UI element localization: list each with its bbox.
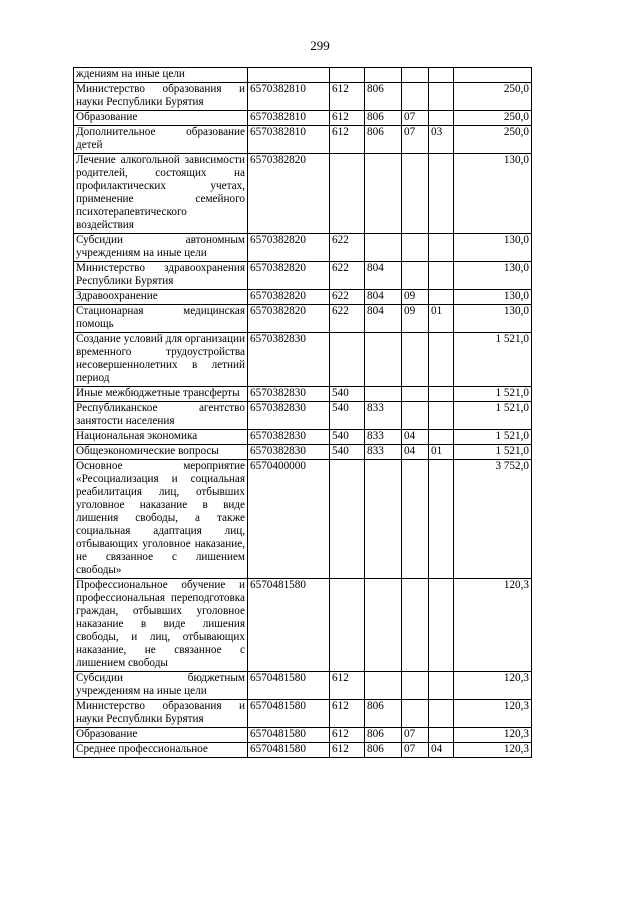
row-sum-cell: 120,3 xyxy=(454,700,532,728)
row-name-cell: Субсидии автономным учреждениям на иные цели xyxy=(74,234,248,262)
row-name-cell: ждениям на иные цели xyxy=(74,68,248,83)
row-code-cell: 6570382820 xyxy=(248,290,330,305)
budget-table-body xyxy=(74,68,532,758)
row-rz-cell xyxy=(402,579,429,672)
row-vr-cell: 612 xyxy=(330,672,365,700)
row-name-cell: Общеэкономические вопросы xyxy=(74,445,248,460)
row-code-cell xyxy=(248,68,330,83)
row-pr-cell xyxy=(429,111,454,126)
row-sum-cell: 1 521,0 xyxy=(454,387,532,402)
budget-table xyxy=(73,67,532,758)
row-pr-cell xyxy=(429,333,454,387)
row-vr-cell: 612 xyxy=(330,111,365,126)
row-code-cell: 6570382820 xyxy=(248,154,330,234)
row-pr-cell xyxy=(429,234,454,262)
row-grbs-cell xyxy=(365,460,402,579)
row-rz-cell: 07 xyxy=(402,728,429,743)
row-sum-cell: 1 521,0 xyxy=(454,402,532,430)
row-vr-cell: 622 xyxy=(330,290,365,305)
table-row xyxy=(74,234,532,262)
table-row xyxy=(74,387,532,402)
row-name-cell: Лечение алкогольной зависимости родителей, состоящих на профилактических учетах, применение семейного психотерапевтического воздействия xyxy=(74,154,248,234)
row-grbs-cell xyxy=(365,68,402,83)
table-row xyxy=(74,672,532,700)
row-grbs-cell xyxy=(365,333,402,387)
row-pr-cell: 04 xyxy=(429,743,454,758)
row-rz-cell: 07 xyxy=(402,743,429,758)
row-vr-cell xyxy=(330,579,365,672)
row-pr-cell xyxy=(429,83,454,111)
row-rz-cell: 09 xyxy=(402,305,429,333)
table-row xyxy=(74,728,532,743)
row-code-cell: 6570481580 xyxy=(248,743,330,758)
row-code-cell: 6570382830 xyxy=(248,333,330,387)
row-vr-cell xyxy=(330,68,365,83)
row-pr-cell xyxy=(429,430,454,445)
row-sum-cell: 120,3 xyxy=(454,672,532,700)
row-rz-cell: 04 xyxy=(402,430,429,445)
row-vr-cell: 612 xyxy=(330,728,365,743)
table-row xyxy=(74,579,532,672)
row-grbs-cell: 806 xyxy=(365,700,402,728)
row-sum-cell: 120,3 xyxy=(454,579,532,672)
row-name-cell: Республиканское агентство занятости населения xyxy=(74,402,248,430)
row-vr-cell: 612 xyxy=(330,126,365,154)
row-grbs-cell: 804 xyxy=(365,290,402,305)
row-grbs-cell: 833 xyxy=(365,402,402,430)
row-pr-cell: 01 xyxy=(429,305,454,333)
table-row xyxy=(74,402,532,430)
row-pr-cell xyxy=(429,68,454,83)
row-rz-cell xyxy=(402,262,429,290)
table-row xyxy=(74,111,532,126)
row-code-cell: 6570382810 xyxy=(248,83,330,111)
row-code-cell: 6570481580 xyxy=(248,672,330,700)
row-grbs-cell: 806 xyxy=(365,83,402,111)
row-name-cell: Профессиональное обучение и профессиональная переподготовка граждан, отбывших уголовное наказание в виде лишения свободы, и лиц, отбывающих наказание, не связанное с лишением свободы xyxy=(74,579,248,672)
row-rz-cell xyxy=(402,672,429,700)
row-vr-cell: 612 xyxy=(330,743,365,758)
row-name-cell: Создание условий для организации временного трудоустройства несовершеннолетних в летний период xyxy=(74,333,248,387)
row-code-cell: 6570382830 xyxy=(248,387,330,402)
row-sum-cell: 130,0 xyxy=(454,305,532,333)
row-grbs-cell: 833 xyxy=(365,430,402,445)
row-pr-cell xyxy=(429,387,454,402)
row-pr-cell xyxy=(429,728,454,743)
row-grbs-cell xyxy=(365,387,402,402)
row-grbs-cell: 806 xyxy=(365,126,402,154)
row-vr-cell: 612 xyxy=(330,700,365,728)
table-row xyxy=(74,430,532,445)
row-sum-cell: 130,0 xyxy=(454,262,532,290)
page-number: 299 xyxy=(310,38,330,53)
table-row xyxy=(74,68,532,83)
row-pr-cell xyxy=(429,579,454,672)
row-pr-cell: 03 xyxy=(429,126,454,154)
row-vr-cell: 622 xyxy=(330,305,365,333)
row-rz-cell xyxy=(402,402,429,430)
row-sum-cell: 130,0 xyxy=(454,290,532,305)
row-vr-cell: 540 xyxy=(330,430,365,445)
row-vr-cell: 612 xyxy=(330,83,365,111)
row-pr-cell xyxy=(429,672,454,700)
row-code-cell: 6570382810 xyxy=(248,126,330,154)
row-pr-cell: 01 xyxy=(429,445,454,460)
row-name-cell: Основное мероприятие «Ресоциализация и социальная реабилитация лиц, отбывших уголовное наказание в виде лишения свободы, а также социальная адаптация лиц, отбывающих уголовное наказание, не связанное с лишением свободы» xyxy=(74,460,248,579)
row-code-cell: 6570382830 xyxy=(248,445,330,460)
row-rz-cell xyxy=(402,333,429,387)
row-vr-cell: 622 xyxy=(330,234,365,262)
row-vr-cell xyxy=(330,333,365,387)
row-rz-cell: 07 xyxy=(402,111,429,126)
row-sum-cell: 250,0 xyxy=(454,83,532,111)
row-grbs-cell: 806 xyxy=(365,111,402,126)
row-rz-cell xyxy=(402,83,429,111)
table-row xyxy=(74,83,532,111)
row-name-cell: Здравоохранение xyxy=(74,290,248,305)
row-code-cell: 6570382820 xyxy=(248,234,330,262)
row-code-cell: 6570481580 xyxy=(248,700,330,728)
row-pr-cell xyxy=(429,262,454,290)
row-name-cell: Стационарная медицинская помощь xyxy=(74,305,248,333)
row-rz-cell: 09 xyxy=(402,290,429,305)
row-pr-cell xyxy=(429,460,454,579)
row-name-cell: Иные межбюджетные трансферты xyxy=(74,387,248,402)
row-sum-cell xyxy=(454,68,532,83)
row-rz-cell xyxy=(402,234,429,262)
row-code-cell: 6570400000 xyxy=(248,460,330,579)
row-name-cell: Министерство образования и науки Республики Бурятия xyxy=(74,700,248,728)
row-grbs-cell xyxy=(365,672,402,700)
row-sum-cell: 120,3 xyxy=(454,728,532,743)
row-rz-cell: 07 xyxy=(402,126,429,154)
row-vr-cell: 540 xyxy=(330,445,365,460)
table-row xyxy=(74,743,532,758)
row-name-cell: Национальная экономика xyxy=(74,430,248,445)
row-grbs-cell: 833 xyxy=(365,445,402,460)
row-code-cell: 6570382830 xyxy=(248,430,330,445)
row-grbs-cell: 806 xyxy=(365,728,402,743)
table-row xyxy=(74,126,532,154)
row-name-cell: Среднее профессиональное xyxy=(74,743,248,758)
row-pr-cell xyxy=(429,290,454,305)
row-code-cell: 6570481580 xyxy=(248,579,330,672)
row-rz-cell xyxy=(402,387,429,402)
row-name-cell: Образование xyxy=(74,728,248,743)
row-vr-cell xyxy=(330,460,365,579)
row-name-cell: Субсидии бюджетным учреждениям на иные цели xyxy=(74,672,248,700)
row-sum-cell: 3 752,0 xyxy=(454,460,532,579)
row-code-cell: 6570382830 xyxy=(248,402,330,430)
row-vr-cell: 540 xyxy=(330,402,365,430)
row-grbs-cell: 804 xyxy=(365,305,402,333)
row-rz-cell xyxy=(402,460,429,579)
row-grbs-cell xyxy=(365,234,402,262)
table-row xyxy=(74,262,532,290)
row-vr-cell: 622 xyxy=(330,262,365,290)
row-sum-cell: 130,0 xyxy=(454,154,532,234)
row-vr-cell: 540 xyxy=(330,387,365,402)
row-grbs-cell: 804 xyxy=(365,262,402,290)
row-rz-cell xyxy=(402,700,429,728)
row-pr-cell xyxy=(429,154,454,234)
row-grbs-cell xyxy=(365,154,402,234)
row-code-cell: 6570382810 xyxy=(248,111,330,126)
row-sum-cell: 1 521,0 xyxy=(454,445,532,460)
table-row xyxy=(74,700,532,728)
table-row xyxy=(74,333,532,387)
row-pr-cell xyxy=(429,402,454,430)
table-row xyxy=(74,445,532,460)
row-name-cell: Образование xyxy=(74,111,248,126)
table-row xyxy=(74,290,532,305)
row-sum-cell: 250,0 xyxy=(454,111,532,126)
row-code-cell: 6570481580 xyxy=(248,728,330,743)
row-rz-cell: 04 xyxy=(402,445,429,460)
row-sum-cell: 1 521,0 xyxy=(454,333,532,387)
row-code-cell: 6570382820 xyxy=(248,305,330,333)
row-rz-cell xyxy=(402,68,429,83)
row-name-cell: Дополнительное образование детей xyxy=(74,126,248,154)
row-sum-cell: 130,0 xyxy=(454,234,532,262)
row-vr-cell xyxy=(330,154,365,234)
table-row xyxy=(74,154,532,234)
row-rz-cell xyxy=(402,154,429,234)
table-row xyxy=(74,305,532,333)
row-name-cell: Министерство здравоохранения Республики Бурятия xyxy=(74,262,248,290)
table-row xyxy=(74,460,532,579)
row-name-cell: Министерство образования и науки Республики Бурятия xyxy=(74,83,248,111)
row-sum-cell: 250,0 xyxy=(454,126,532,154)
row-grbs-cell xyxy=(365,579,402,672)
row-sum-cell: 120,3 xyxy=(454,743,532,758)
row-grbs-cell: 806 xyxy=(365,743,402,758)
row-sum-cell: 1 521,0 xyxy=(454,430,532,445)
row-pr-cell xyxy=(429,700,454,728)
row-code-cell: 6570382820 xyxy=(248,262,330,290)
